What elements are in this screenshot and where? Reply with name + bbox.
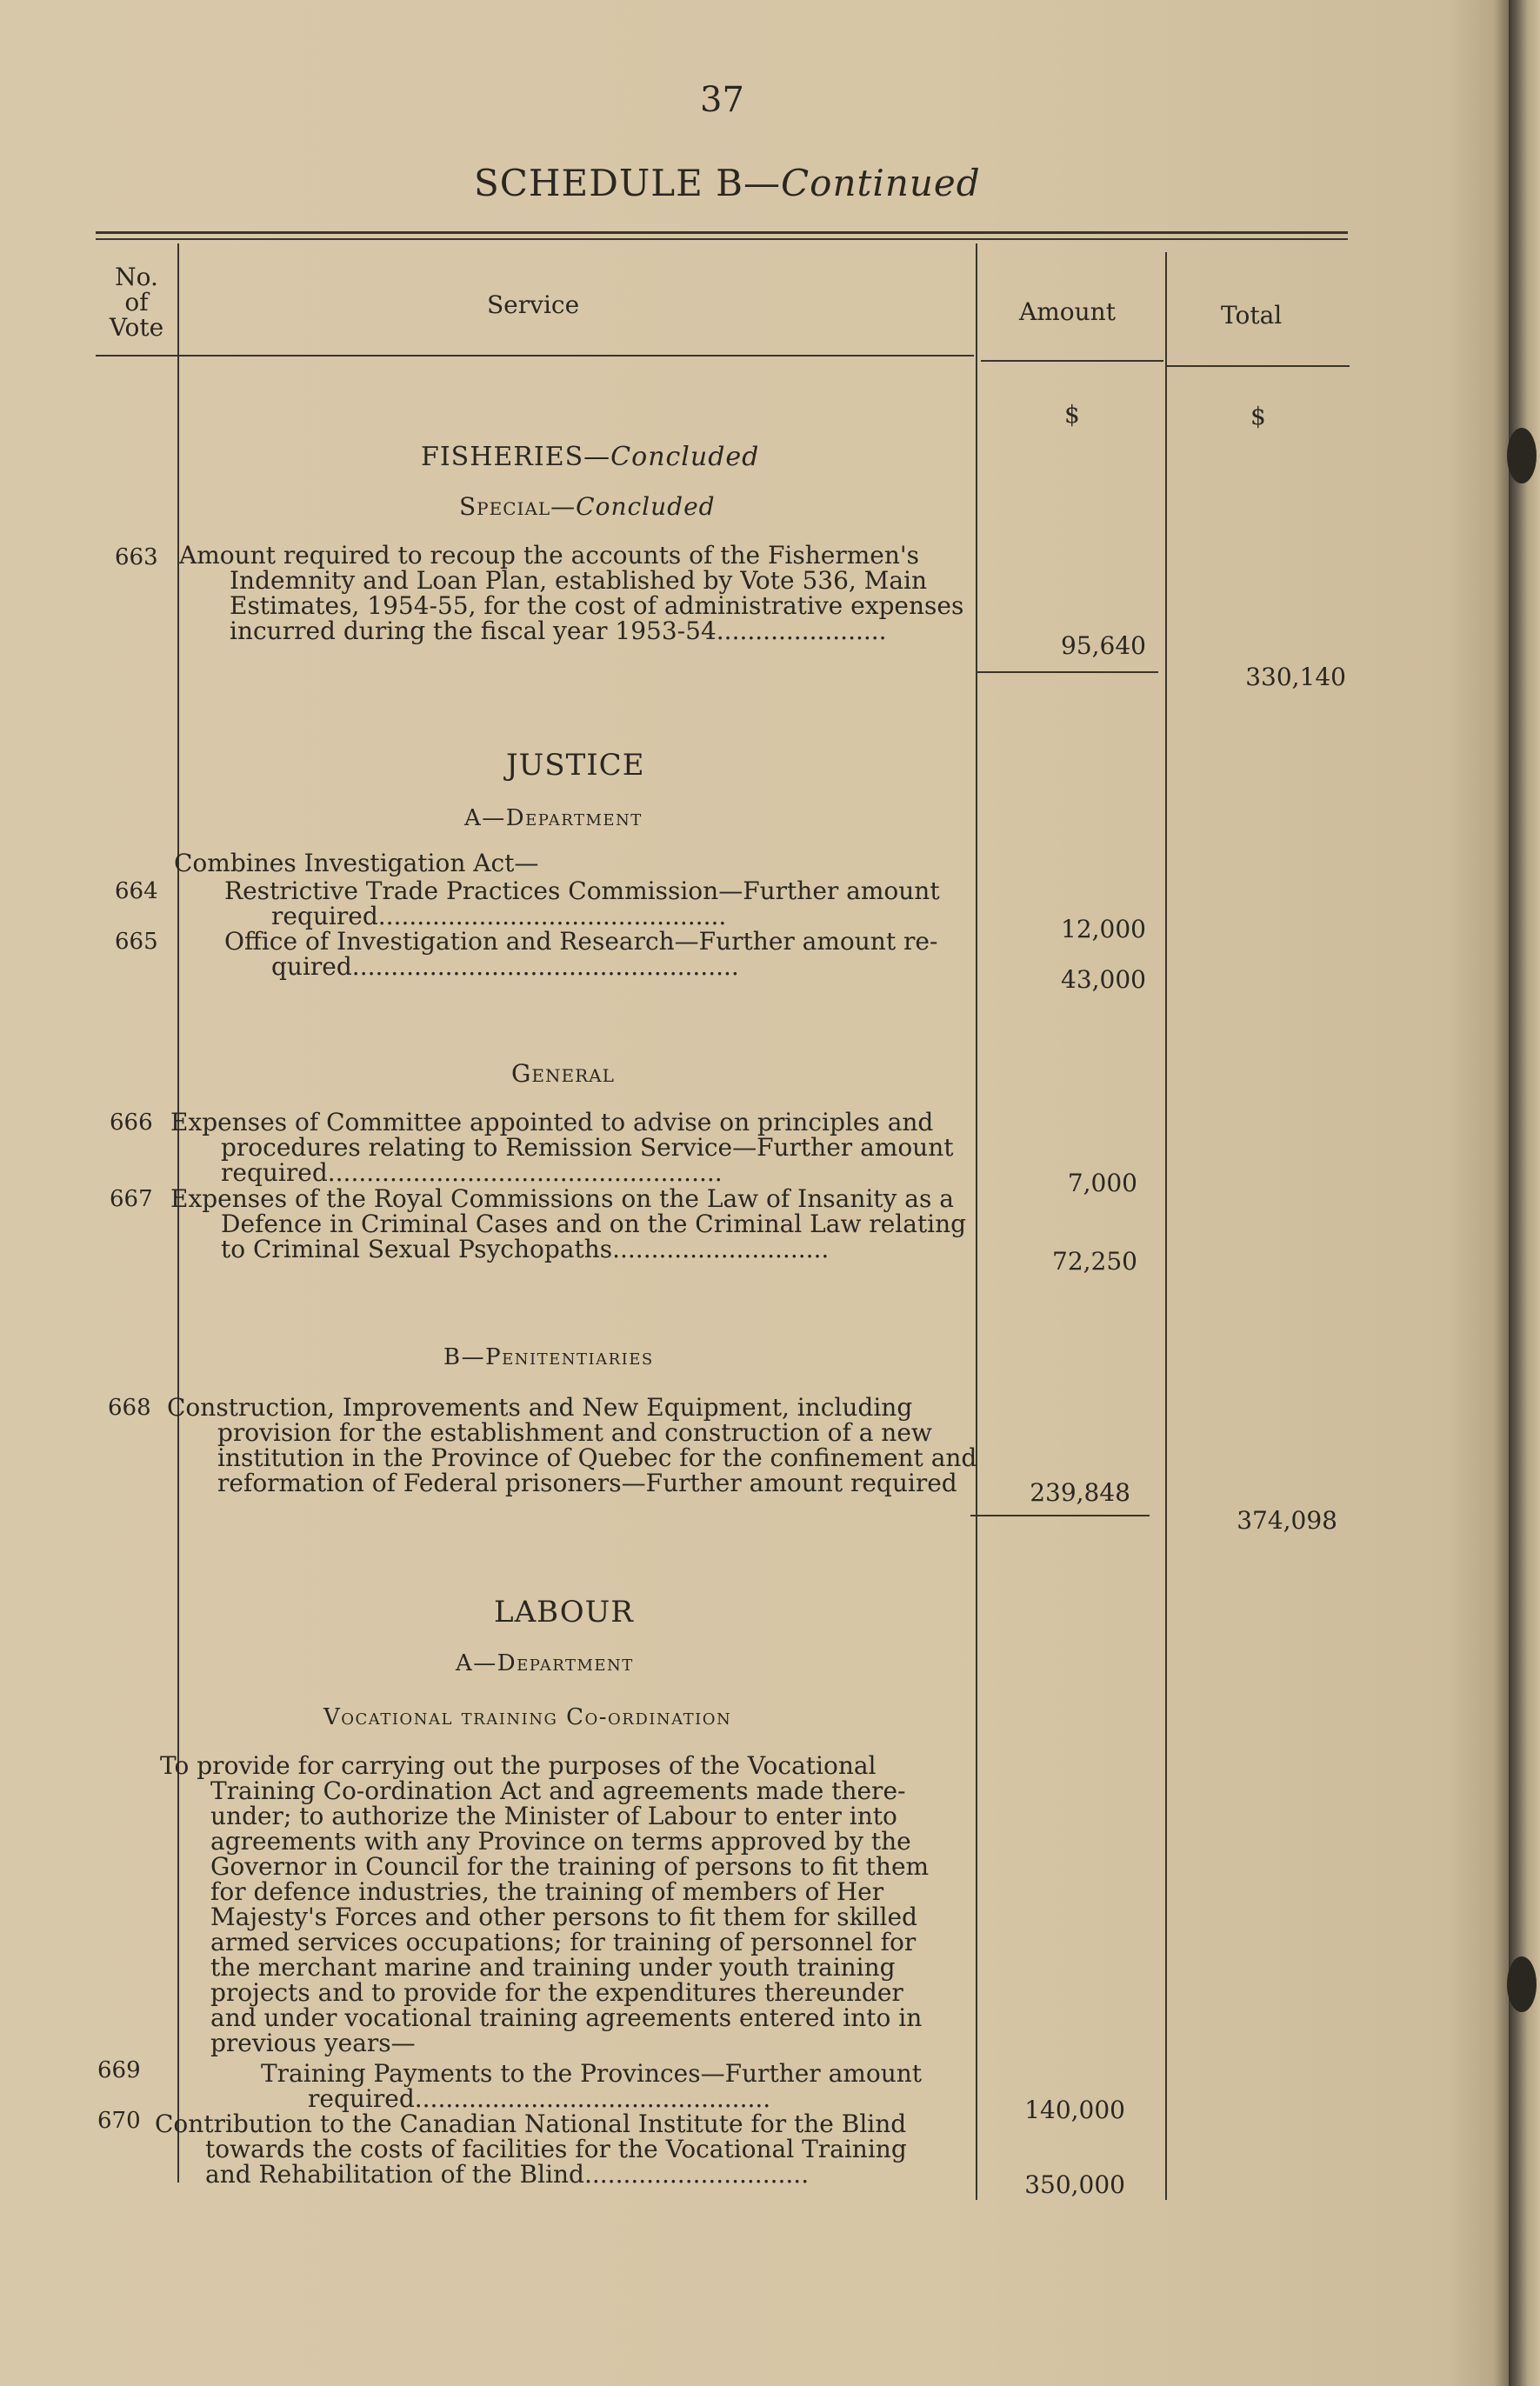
service-669: Training Payments to the Provinces—Further amount required.............................................. bbox=[261, 2059, 923, 2113]
subsection-penitentiaries: B—Penitentiaries bbox=[443, 1344, 654, 1370]
amount-666: 7,000 bbox=[1067, 1169, 1137, 1197]
header-rule bbox=[96, 355, 974, 357]
section-fisheries: FISHERIES—Concluded bbox=[421, 442, 760, 472]
amount-664: 12,000 bbox=[1061, 915, 1146, 943]
amount-668: 239,848 bbox=[1030, 1478, 1130, 1507]
section-labour: LABOUR bbox=[494, 1595, 634, 1630]
service-667: Expenses of the Royal Commissions on the Law of Insanity as a Defence in Criminal Cases and on the Criminal Law relating to Criminal Sexual Psychopaths............................ bbox=[170, 1184, 967, 1263]
vote-663: 663 bbox=[115, 544, 158, 570]
header-total: Total bbox=[1221, 301, 1283, 330]
binding-hole-bottom bbox=[1507, 1956, 1537, 2012]
subsection-vocational: Vocational training Co-ordination bbox=[323, 1704, 732, 1730]
service-668: Construction, Improvements and New Equipment, including provision for the establishment and construction of a new institution in the Province of Quebec for the confinement and reformation of Federal prisoners—Further amount required bbox=[167, 1393, 977, 1497]
header-rule-total bbox=[1167, 365, 1350, 367]
header-service: Service bbox=[487, 290, 580, 319]
total-fisheries: 330,140 bbox=[1245, 663, 1346, 691]
subsection-a-department: A—Department bbox=[464, 805, 643, 831]
total-justice: 374,098 bbox=[1237, 1506, 1337, 1535]
subsection-labour-department: A—Department bbox=[456, 1650, 634, 1676]
service-670: Contribution to the Canadian National Institute for the Blind towards the costs of facilities for the Vocational Training and Rehabilitation of the Blind............................. bbox=[155, 2109, 907, 2189]
currency-amount: $ bbox=[1064, 400, 1080, 429]
page-edge bbox=[1509, 0, 1540, 2386]
header-vote: No. of Vote bbox=[109, 263, 164, 342]
vote-670: 670 bbox=[97, 2108, 141, 2134]
vote-666: 666 bbox=[110, 1110, 153, 1136]
vote-667: 667 bbox=[110, 1186, 153, 1212]
combines-act: Combines Investigation Act— bbox=[174, 849, 539, 877]
currency-total: $ bbox=[1250, 402, 1266, 430]
subtotal-rule-justice bbox=[970, 1515, 1150, 1516]
amount-667: 72,250 bbox=[1052, 1247, 1137, 1276]
section-justice: JUSTICE bbox=[506, 748, 645, 783]
top-rule bbox=[96, 231, 1348, 234]
subsection-special: Special—Concluded bbox=[459, 492, 716, 521]
vote-664: 664 bbox=[115, 878, 158, 904]
vote-668: 668 bbox=[108, 1395, 151, 1421]
amount-670: 350,000 bbox=[1024, 2170, 1125, 2199]
subsection-general: General bbox=[511, 1059, 615, 1088]
column-divider-amount bbox=[1165, 252, 1167, 2200]
vote-665: 665 bbox=[115, 929, 158, 955]
amount-665: 43,000 bbox=[1061, 965, 1146, 994]
amount-663: 95,640 bbox=[1061, 631, 1146, 660]
subtotal-rule-fisheries bbox=[977, 671, 1158, 673]
header-rule-amount bbox=[981, 360, 1163, 362]
vote-669: 669 bbox=[97, 2057, 141, 2083]
page-number: 37 bbox=[700, 80, 744, 120]
page-title: SCHEDULE B—Continued bbox=[474, 162, 981, 204]
service-665: Office of Investigation and Research—Further amount re- quired.................................................. bbox=[224, 927, 938, 981]
labour-intro: To provide for carrying out the purposes of the Vocational Training Co-ordination Act and agreements made there- under; to authorize the Minister of Labour to enter into agreements with any Province on terms approved by the Governor in Council for the training of persons to fit them for defence industries, the training of members of Her Majesty's Forces and other persons to fit them for skilled armed services occupations; for training of personnel for the merchant marine and training under youth training projects and to provide for the expenditures thereunder and under vocational training agreements entered into in previous years— bbox=[160, 1751, 930, 2057]
service-663: Amount required to recoup the accounts of the Fishermen's Indemnity and Loan Plan, established by Vote 536, Main Estimates, 1954-55, for the cost of administrative expenses incurred during the fiscal year 1953-54...................... bbox=[179, 541, 964, 645]
column-divider-service bbox=[976, 243, 977, 2200]
top-rule-double bbox=[96, 238, 1348, 240]
amount-669: 140,000 bbox=[1024, 2096, 1125, 2124]
binding-hole-top bbox=[1507, 428, 1537, 483]
header-amount: Amount bbox=[1019, 297, 1116, 326]
service-664: Restrictive Trade Practices Commission—Further amount required............................................. bbox=[224, 876, 940, 930]
service-666: Expenses of Committee appointed to advise on principles and procedures relating to Remission Service—Further amount required................................................... bbox=[170, 1108, 954, 1187]
